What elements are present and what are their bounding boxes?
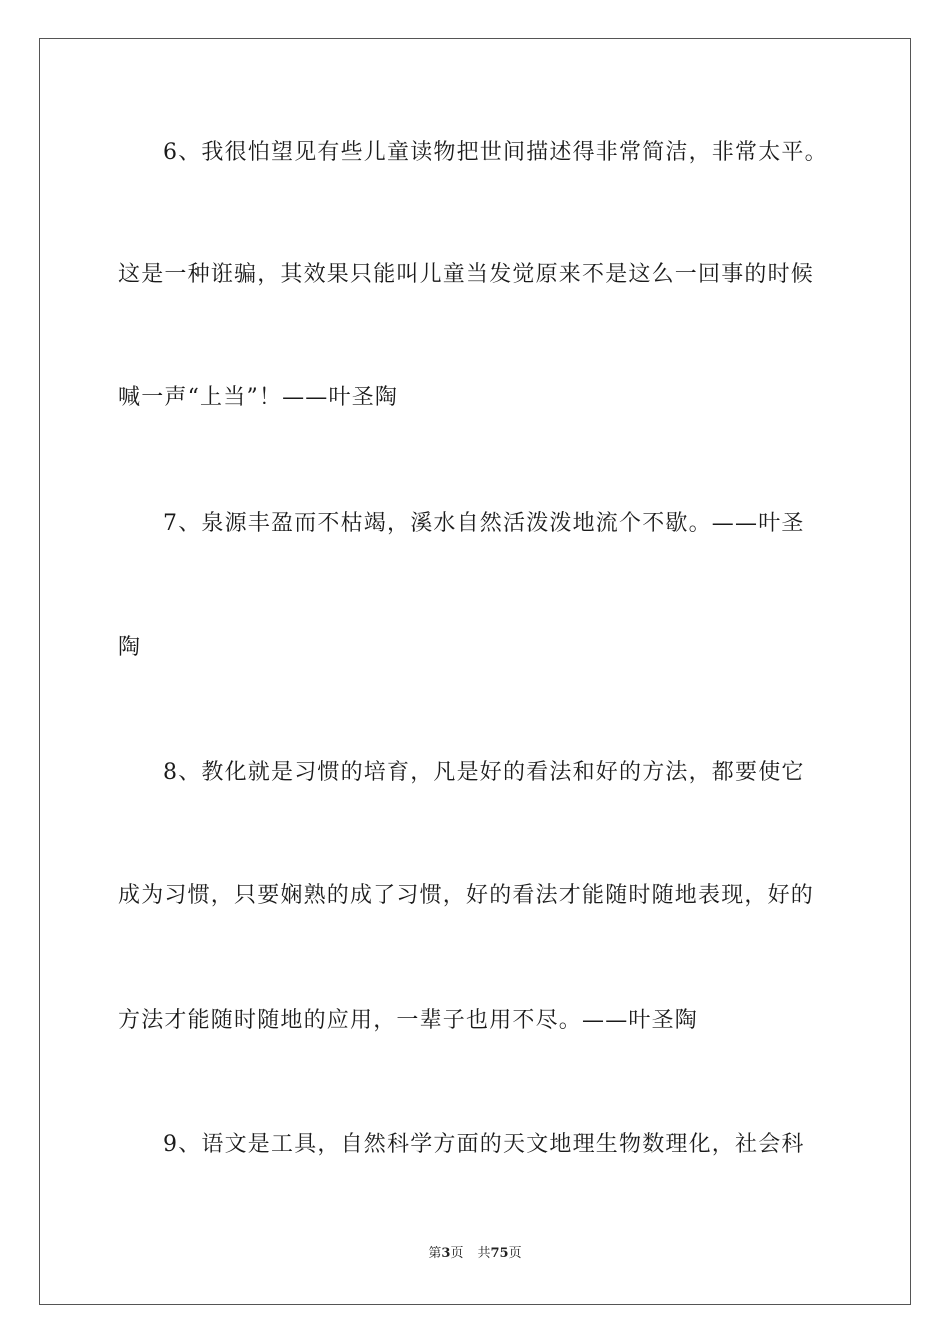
paragraph-line: 8、教化就是习惯的培育，凡是好的看法和好的方法，都要使它 — [163, 760, 805, 785]
paragraph-line: 9、语文是工具，自然科学方面的天文地理生物数理化，社会科 — [163, 1132, 805, 1157]
footer-total-prefix: 共 — [477, 1246, 491, 1261]
footer-total-pages: 75 — [490, 1246, 509, 1261]
paragraph-line: 7、泉源丰盈而不枯竭，溪水自然活泼泼地流个不歇。——叶圣 — [163, 511, 805, 536]
footer-page-number: 3 — [441, 1246, 451, 1261]
paragraph-line: 陶 — [118, 635, 142, 660]
footer-page-suffix: 页 — [450, 1246, 464, 1261]
paragraph-line: 方法才能随时随地的应用，一辈子也用不尽。——叶圣陶 — [118, 1008, 699, 1033]
page-border — [39, 38, 911, 1305]
paragraph-line: 喊一声“上当”！——叶圣陶 — [118, 385, 399, 410]
footer-page-prefix: 第 — [428, 1246, 442, 1261]
paragraph-line: 这是一种诳骗，其效果只能叫儿童当发觉原来不是这么一回事的时候 — [118, 262, 815, 287]
page-footer — [0, 1245, 950, 1263]
footer-total-suffix: 页 — [508, 1246, 522, 1261]
paragraph-line: 6、我很怕望见有些儿童读物把世间描述得非常简洁，非常太平。 — [163, 140, 828, 165]
paragraph-line: 成为习惯，只要娴熟的成了习惯，好的看法才能随时随地表现，好的 — [118, 883, 815, 908]
